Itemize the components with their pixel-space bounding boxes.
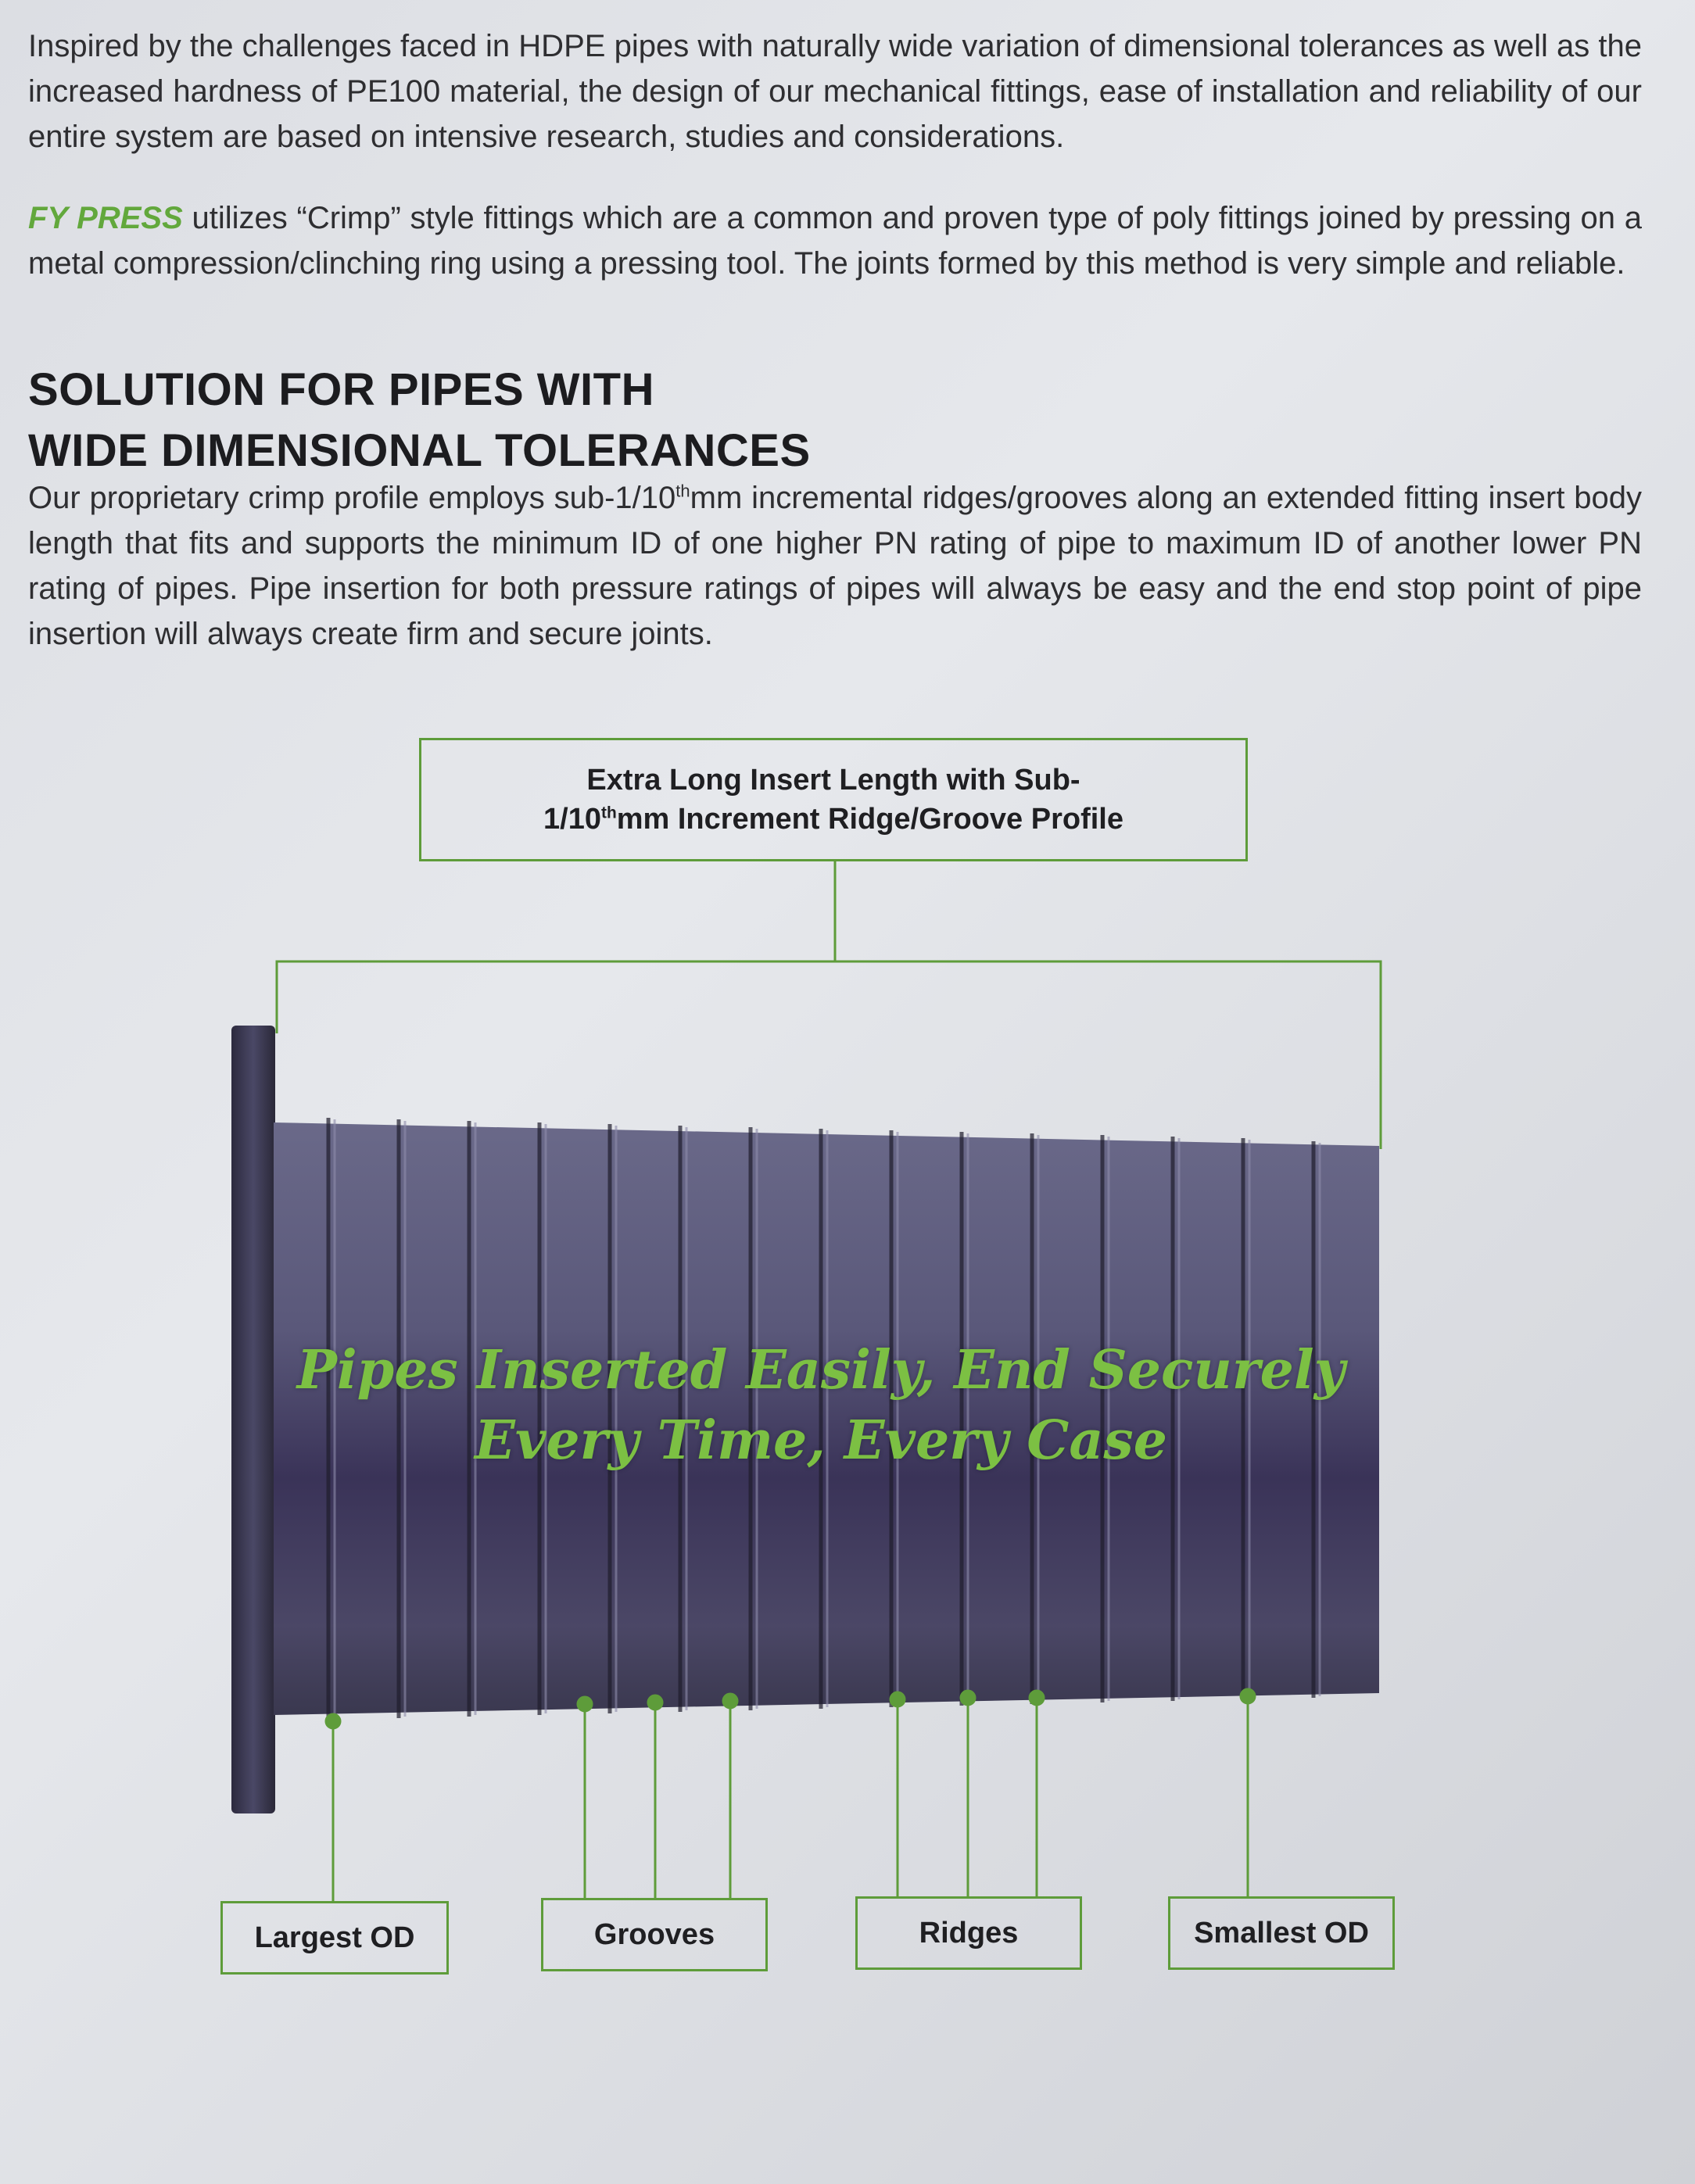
slogan-line-1: Pipes Inserted Easily, End Securely (296, 1339, 1346, 1402)
largest-od-label: Largest OD (220, 1901, 449, 1975)
solution-text-b: mm incremental ridges/grooves along an extended fitting insert body length that fits and supports the minimum ID of one higher PN rating of pipe to maximum ID of another lower PN rating of pipes. Pipe insertion for both pressure ratings of pipes will always be easy and the end stop point of pipe insertion will always create firm and secure joints. (28, 481, 1642, 651)
brand-name: FY PRESS (28, 201, 183, 235)
intro-paragraph: Inspired by the challenges faced in HDPE pipes with naturally wide variation of dimensional tolerances as well as the increased hardness of PE100 material, the design of our mechanical fittings, ease of installation and reliability of our entire system are based on intensive research, studies and considerations. (28, 29, 1642, 154)
slogan (258, 1335, 1384, 1476)
callout-superscript: th (600, 804, 617, 822)
grooves-label: Grooves (541, 1898, 768, 1971)
callout-line-2b: mm Increment Ridge/Groove Profile (616, 803, 1123, 836)
heading-line-1: SOLUTION FOR PIPES WITH (28, 364, 654, 415)
length-bracket (277, 961, 1381, 1149)
callout-line-1: Extra Long Insert Length with Sub- (586, 764, 1080, 797)
solution-text-a: Our proprietary crimp profile employs sub-1/10 (28, 481, 676, 515)
fy-press-text: utilizes “Crimp” style fittings which are a common and proven type of poly fittings joined by pressing on a metal compression/clinching ring using a pressing tool. The joints formed by this method is very simple and reliable. (28, 201, 1643, 281)
ridges-label: Ridges (855, 1896, 1082, 1970)
solution-superscript: th (675, 481, 690, 501)
callout-leaders (326, 1689, 1255, 1901)
insert-length-callout (419, 738, 1248, 861)
callout-line-2a: 1/10 (543, 803, 601, 836)
smallest-od-label: Smallest OD (1168, 1896, 1395, 1970)
slogan-line-2: Every Time, Every Case (475, 1409, 1167, 1472)
heading-line-2: WIDE DIMENSIONAL TOLERANCES (28, 425, 811, 476)
